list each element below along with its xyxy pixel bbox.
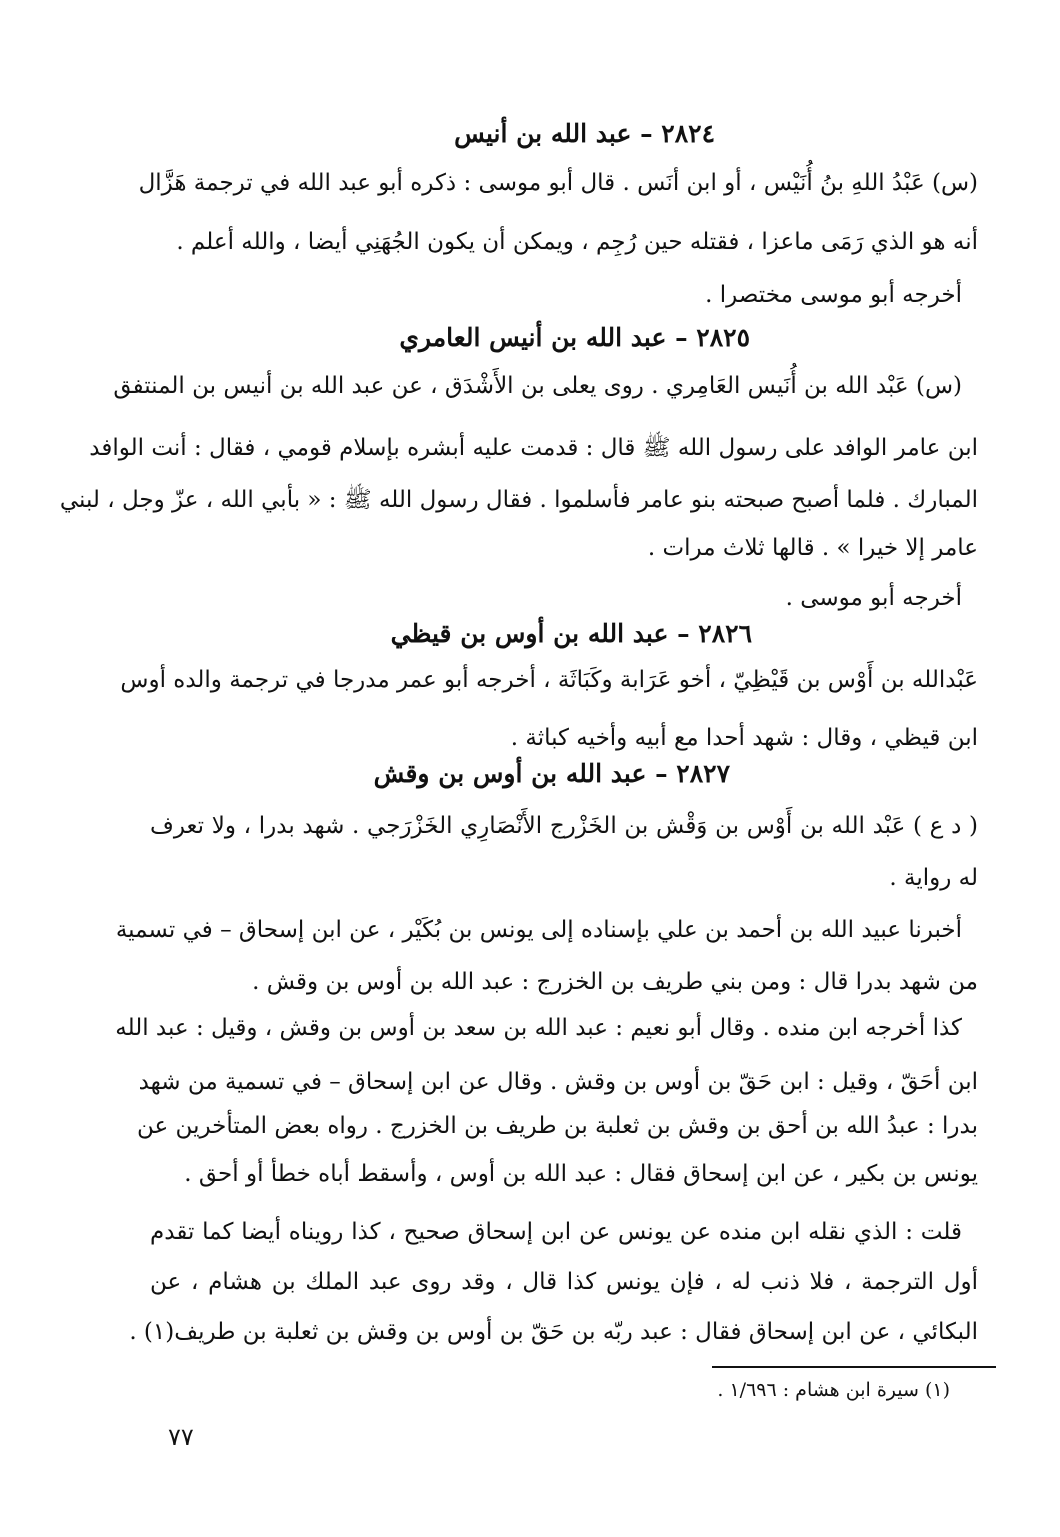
entry-2824-line-2: أنه هو الذي رَمَى ماعزا ، فقتله حين رُجِم ، ويمكن أن يكون الجُهَنِي أيضا ، والله أعلم . [176, 229, 978, 255]
entry-2827-line-8: يونس بن بكير ، عن ابن إسحاق فقال : عبد الله بن أوس ، وأسقط أباه خطأ أو أحق . [184, 1161, 978, 1187]
entry-heading-2826: ٢٨٢٦ – عبد الله بن أوس بن قيظي [390, 619, 752, 648]
entry-2824-line-3: أخرجه أبو موسى مختصرا . [705, 282, 962, 308]
footnote-divider [712, 1366, 996, 1368]
entry-2827-line-4: من شهد بدرا قال : ومن بني طريف بن الخزرج : عبد الله بن أوس بن وقش . [252, 969, 978, 995]
entry-heading-2824: ٢٨٢٤ – عبد الله بن أنيس [454, 119, 715, 148]
entry-2827-line-6: ابن أحَقّ ، وقيل : ابن حَقّ بن أوس بن وقش . وقال عن ابن إسحاق – في تسمية من شهد [138, 1069, 978, 1095]
entry-2826-line-2: ابن قيظي ، وقال : شهد أحدا مع أبيه وأخيه كباثة . [510, 725, 978, 751]
entry-2827-line-10: أول الترجمة ، فلا ذنب له ، فإن يونس كذا قال ، وقد روى عبد الملك بن هشام ، عن [150, 1269, 978, 1295]
entry-heading-2825: ٢٨٢٥ – عبد الله بن أنيس العامري [399, 323, 750, 352]
footnote: (١) سيرة ابن هشام : ١/٦٩٦ . [717, 1379, 950, 1401]
entry-2827-line-9: قلت : الذي نقله ابن منده عن يونس عن ابن إسحاق صحيح ، كذا رويناه أيضا كما تقدم [150, 1219, 962, 1245]
entry-2827-line-11: البكائي ، عن ابن إسحاق فقال : عبد ربّه بن حَقّ بن أوس بن وقش بن ثعلبة بن طريف(١) . [129, 1319, 978, 1345]
entry-heading-2827: ٢٨٢٧ – عبد الله بن أوس بن وقش [373, 759, 730, 788]
entry-2825-line-4: عامر إلا خيرا » . قالها ثلاث مرات . [647, 535, 978, 561]
entry-2827-line-2: له رواية . [889, 865, 978, 891]
entry-2824-line-1: (س) عَبْدُ اللهِ بنُ أُنَيْس ، أو ابن أنَس . قال أبو موسى : ذكره أبو عبد الله في ترجمة هَزَّال [138, 170, 978, 196]
entry-2825-line-3: المبارك . فلما أصبح صبحته بنو عامر فأسلموا . فقال رسول الله ﷺ : « بأبي الله ، عزّ وجل ، لبني [59, 487, 978, 513]
entry-2826-line-1: عَبْدالله بن أَوْس بن قَيْظِيّ ، أخو عَرَابة وكَبَاثَة ، أخرجه أبو عمر مدرجا في ترجمة والده أوس [120, 667, 978, 693]
entry-2827-line-1: ( د ع ) عَبْد الله بن أَوْس بن وَقْش بن الخَزْرج الأَنْصَارِي الخَزْرَجي . شهد بدرا ، ولا تعرف [150, 813, 978, 839]
entry-2827-line-5: كذا أخرجه ابن منده . وقال أبو نعيم : عبد الله بن سعد بن أوس بن وقش ، وقيل : عبد الله [115, 1015, 962, 1041]
entry-2825-line-1: (س) عَبْد الله بن أُنَيس العَامِري . روى يعلى بن الأَشْدَق ، عن عبد الله بن أنيس بن المنتفق [113, 373, 962, 399]
entry-2827-line-3: أخبرنا عبيد الله بن أحمد بن علي بإسناده إلى يونس بن بُكَيْر ، عن ابن إسحاق – في تسمية [115, 917, 962, 943]
page-number: ٧٧ [168, 1423, 194, 1451]
entry-2825-line-2: ابن عامر الوافد على رسول الله ﷺ قال : قدمت عليه أبشره بإسلام قومي ، فقال : أنت الوافد [89, 435, 978, 461]
entry-2825-line-5: أخرجه أبو موسى . [785, 585, 962, 611]
entry-2827-line-7: بدرا : عبدُ الله بن أحق بن وقش بن ثعلبة بن طريف بن الخزرج . رواه بعض المتأخرين عن [137, 1113, 978, 1139]
